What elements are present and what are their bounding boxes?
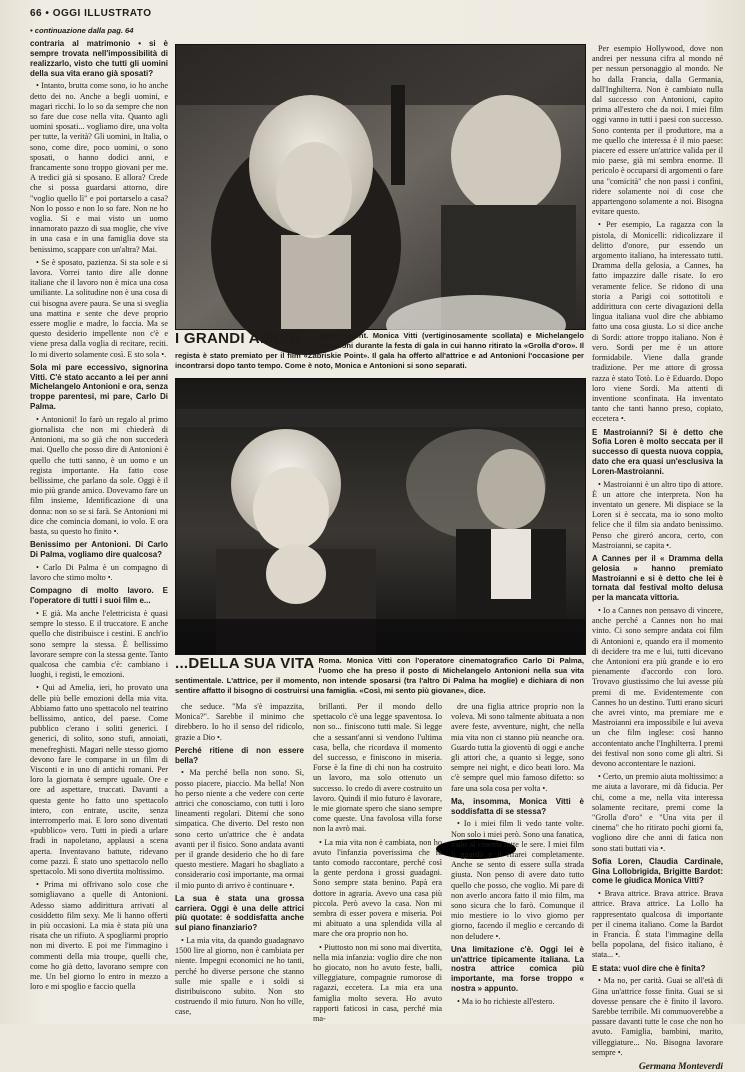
- answer: • Io a Cannes non pensavo di vincere, anche perché a Cannes non ho mai vinto. Ci sono sempre andata coi film di Antonioni e, quando era il momento di decidere tra me e lui, tutti dicevano che Antonioni era più grande e io ero pienamente d'accordo con loro. Trovavo giustissimo che lui avesse più premi di me. Evidentemente con Cannes ho un destino. Tutti erano sicuri che avrei vinto, ma premiare me e Mastroianni era impossibile e lui aveva un che film inglese: così hanno accontentato anche l'Inghilterra. I premi dei festival non sono come gli altri. Si devono accontentare le nazioni.: [592, 605, 723, 768]
- question: Sofia Loren, Claudia Cardinale, Gina Lollobrigida, Brigitte Bardot: come le giudica Monica Vitti?: [592, 856, 723, 886]
- magazine-title: OGGI ILLUSTRATO: [52, 8, 152, 19]
- page-header: [30, 8, 152, 19]
- answer: • Ma io ho richieste all'estero.: [457, 996, 555, 1006]
- answer: • La mia vita, da quando guadagnavo 1500 lire al giorno, non è cambiata per niente. Impegni economici ne ho tanti, perché ho diverse persone che stanno sulle mie spalle e i soldi si distribuiscono subito. Non sto costruendo il mio futuro. Non ho ville, case,: [175, 936, 304, 1017]
- question: Compagno di molto lavoro. E l'operatore di tutti i suoi film e...: [30, 586, 168, 606]
- headline-della-sua-vita: ...DELLA SUA VITA: [175, 655, 315, 672]
- author-signature: Germana Monteverdi: [638, 1062, 723, 1072]
- answer: • Se è sposato, pazienza. Si sta sole e si lavora. Vorrei tanto dire alle donne italiane che il lavoro non è mica una cosa umiliante. La solitudine non è una cosa di cui bisogna avere paura. Se una si sveglia una mattina e sente che deve proprio essere moglie e madre, lo faccia. Ma se questo desiderio impellente non c'è e viene presa dalla voglia di recitare, reciti. Io mi diverto solamente così. E sto sola •.: [30, 257, 168, 359]
- caption-block-1: [175, 331, 584, 373]
- question: E Mastroianni? Si è detto che Sofia Loren è molto seccata per il successo di questa nuova coppia, dato che era quasi un'esclusiva la Loren-Mastroianni.: [592, 427, 723, 476]
- answer: • Carlo Di Palma è un compagno di lavoro che stimo molto •.: [30, 562, 168, 583]
- article-column-5: [592, 44, 723, 1072]
- answer: • Mastroianni è un altro tipo di attore. È un attore che interpreta. Non ha inventato un genere. Mi dispiace se la Loren si è seccata, ma io sono molto felice che il film sia andato benissimo. Penso che gireró ancora, certo, con Mastroianni, se capita •.: [592, 479, 723, 550]
- question: Perché ritiene di non essere bella?: [175, 745, 304, 765]
- photo-caption: Roma. Monica Vitti con l'operatore cinematografico Carlo Di Palma, l'uomo che ha preso il posto di Michelangelo Antonioni nella sua vita sentimentale. L'attrice, per il momento, non intende sposarsi (tra l'altro Di Palma ha moglie) e dichiara di non sentire affatto il bisogno di costruirsi una famiglia. «Così, mi sento più giovane», dice.: [175, 656, 584, 695]
- photo-image: [176, 45, 585, 329]
- answer: • E già. Ma anche l'elettricista è quasi sempre lo stesso. E il truccatore. E anche quello che distribuisce i cestini. E anch'io sono sempre la stessa. È bellissimo lavorare sempre con la stessa gente. Tanto qualcosa che cambia c'è: cambiano i luoghi, i registi, le emozioni.: [30, 608, 168, 680]
- answer: dre una figlia attrice proprio non la voleva. Mi sono talmente abituata a non avere feste, avventure, night, che nella mia vita non ci stanno più neanche ora. Guardo tutta la gioventù di oggi e anche gli attori che, a quanto si legge, sono sempre nei night, e dico beati loro. Ma c'è sempre quel mio famoso difetto: so fare una sola cosa per volta •.: [451, 702, 584, 793]
- header-separator: •: [45, 8, 50, 19]
- answer: • Intanto, brutta come sono, io ho anche detto dei no. Anche a begli uomini, e magari ricchi. Io lo so da sempre che non so fare due cose nella vita. Quanto agli uomini sposati... vogliamo dire, una volta per tutte, la verità? Gli uomini, in Italia, o sono, come dire, poco uomini, o sono sposati, o hanno dodici anni, e francamente sono troppo giovani per me. A tredici già si sposano. E allora? Crede che si possa guardarsi attorno, dire "voglio quello lì" e poi portarselo a casa? Non lo posso e non lo so fare. Non ne ho voglia. Sì e mai visto un uomo innamorato pazzo di sua moglie, che vive in una casa e in una famiglia dove sta benissimo, scappare con un'altra? Mai.: [30, 81, 168, 254]
- answer: che seduce. "Ma s'è impazzita, Monica?". Sarebbe il minimo che direbbero. Io ho il senso del ridicolo, grazie a Dio •.: [175, 702, 304, 742]
- photo-caption: Saint-Vincent. Monica Vitti (vertiginosamente scollata) e Michelangelo Antonioni durante la festa di gala in cui hanno ritirato la «Grolla d'oro». Il regista è stato premiato per il film «Zabriskie Point». Il gala ha offerto all'attrice e ad Antonioni l'occasione per incontrarsi dopo tanto tempo. Come è noto, Monica e Antonioni si sono separati.: [175, 331, 584, 370]
- answer: • Brava attrice. Brava attrice. Brava attrice. Brava attrice. La Lollo ha rappresentato qualcosa di importante per il cinema italiano. Come la Bardot in Francia. È stata l'immagine della bella popolana, del fisico italiano, è stata... •.: [592, 889, 723, 960]
- article-column-3: [313, 702, 442, 1024]
- answer: brillanti. Per il mondo dello spettacolo c'è una legge spaventosa. Io non so... finiscono tutti male. Si legge che a sessant'anni si vendono l'ultima casa, bella, che ricordava il momento del successo, e finiscono in miseria. Forse è la fine di chi non ha costruito un lavoro, ma solo ottenuto un successo. Io credo di avere costruito un lavoro. Quindi il mio futuro è lavorare, le mie giornate spero che siano sempre come queste. Una favolosa villa forse non la avrò mai.: [313, 702, 442, 834]
- answer: • Piuttosto non mi sono mai divertita, nella mia infanzia: voglio dire che non ho giocato, non ho avuto feste, balli, villeggiature, compagnie rumorose di ragazzi, eccetera. La mia era una famiglia molto severa. Ho avuto rapporti faticosi in casa, perché mia ma-: [313, 942, 442, 1024]
- question: contraria al matrimonio • si è sempre trovata nell'impossibilità di realizzarlo, visto che tutti gli uomini della sua vita erano già sposati?: [30, 39, 168, 78]
- answer: • Ma perché bella non sono. Sì, posso piacere, piaccio. Ma bella! Non ho perso niente a che vedere con certe attrici che conosciamo, con tutti i loro lineamenti regolari. Ditemi che sono simpatica. Che diverto. Del resto non sono certo un'attrice che è andata avanti per il fisico. Sono andata avanti per il grande desiderio che ho di fare questo mestiere. Magari ho sbagliato a considerario così importante, ma ormai il mio punto di arrivo è continuare •.: [175, 768, 304, 890]
- caption-block-2: [175, 656, 584, 698]
- article-column-2: [175, 702, 304, 1017]
- question: Sola mi pare eccessivo, signorina Vitti. C'è stato accanto a lei per anni Michelangelo Antonioni e ora, senza troppe parentesi, mi pare, Carlo Di Palma.: [30, 362, 168, 412]
- page-number: 66: [30, 8, 43, 19]
- answer: • Qui ad Amelia, ieri, ho provato una delle più belle emozioni della mia vita. Abbiamo fatto uno spettacolo nel teatrino bellissimo, antico, del paese. Come pubblico c'erano i soliti generici. I generici, di solito, sono stufi, annoiati, menefreghisti. Magari nelle stesso giorno devono fare le comparse in un film di Visconti e in uno di antichi romani. Per loro la giornata è sempre uguale. Ore e ore ad aspettare, truccati. Davanti a questa gente ho fatto uno spettacolo intero, con entrate, uscite, senza interromperlo mai. E loro sono diventati «pubblico» vero. Tutti in piedi a urlare fradi in napoletano, applausi a scena aperta. Inventavano battute, ridevano come pazzi. È stato uno spettacolo nello spettacolo. Mi sono divertita moltissimo.: [30, 683, 168, 876]
- answer: • Io i miei film li vedo tante volte. Non solo i miei però. Sono una fanatica, vado al cinema tutte le sere. I miei film li guardo e li rifarei completamente. Anche se sento di essere sulla strada giusta. Non penso di avere dato tutto quello che posso, che voglio. Mi pare di non averlo ancora fatto il mio film, ma sono sicura che lo farò. Comunque il mio mestiere io lo vivo giorno per giorno, facendo il meglio e cercando di non deludere •.: [451, 819, 584, 941]
- headline-grandi-amori: I GRANDI AMORI...: [175, 330, 314, 347]
- article-column-1: [30, 24, 168, 1014]
- question: A Cannes per il « Dramma della gelosia » hanno premiato Mastroianni e si è detto che lei è tornata dal festival molto delusa per la mancata vittoria.: [592, 553, 723, 603]
- photo-image: [176, 379, 585, 654]
- question: Benissimo per Antonioni. Di Carlo Di Palma, vogliamo dire qualcosa?: [30, 540, 168, 560]
- question: Una limitazione c'è. Oggi lei è un'attrice tipicamente italiana. La nostra attrice comica più importante, ma forse troppo « nostra » appunto.: [451, 944, 584, 994]
- answer: • La mia vita non è cambiata, non ho avuto l'infanzia poverissima che fa tanto comodo raccontare, perché così la gente perdona i grossi guadagni. Sono sempre stata benino. Papà era dottore in agraria. Avevo una casa più piccola. Però avevo la casa. Non mi sembra di esser povera e miseria. Poi mi abituato a una splendida villa al mare che ora proprio non ho.: [313, 837, 442, 939]
- photo-vitti-di-palma: [175, 378, 586, 655]
- answer: • Ma no, per carità. Guai se all'età di Gina un'attrice fosse finita. Guai se si dovesse pensare che è finito il lavoro. Sarebbe terribile. Mi commuoverebbe a passare davanti tutte le cose che non ho avuto. Famiglia, bambini, marito, villeggiature... No. Bisogna lavorare sempre •.: [592, 976, 723, 1057]
- answer: • Per esempio, La ragazza con la pistola, di Monicelli: ridicolizzare il delitto d'onore, pur essendo un argomento italiano, ha interessato tutti. Dramma della gelosia, a Cannes, ha fatto impazzire dalle risate. Io ero veramente felice. Se ridono di una storia a Parigi coi sottotitoli e addirittura con certe divagazioni della lingua italiana vuol dire che abbiamo fatto una cosa giusta. Lo si dice anche di Sordi: attore troppo italiano. Non è vero. Sordi per me è un attore formidabile. Viene dalla grande tradizione. Per me attore di grossa razza è stato Totò. Lo è Eduardo. Dopo loro viene Sordi. Ma attenti di inventione sconfinata. Ha inventato tanto che tanti hanno preso, copiato, eccetera •.: [592, 220, 723, 424]
- continuation-note: • continuazione dalla pag. 64: [30, 26, 134, 35]
- article-column-4: [451, 702, 584, 1014]
- answer: • Certo, un premio aiuta moltissimo: a me aiuta a lavorare, mi dà fiducia. Per chi, come a me, nella vita interessa solamente recitare, premi come la "Grolla d'oro" e "Una vita per il cinema" che ho ritirato pochi giorni fa, vogliono dire che anni di fatica non sono stati buttati via •.: [592, 772, 723, 853]
- question: La sua è stata una grossa carriera. Oggi è una delle attrici più quotate: è soddisfatta anche sul piano finanziario?: [175, 893, 304, 933]
- question: Ma, insomma, Monica Vitti è soddisfatta di se stessa?: [451, 796, 584, 816]
- answer: • Prima mi offrivano solo cose che somigliavano a quelle di Antonioni. Adesso siamo addirittura arrivati al cosiddetto film sexy. Me li hanno offerti in più occasioni. La mia è stata più una risata che un rifiuto. A spogliarmi proprio non mi diverto. E poi me l'immagino i commenti della mia troupe, quelli che, come ho già detto, lavorano sempre con me. Un bel giorno lo entro in mezzo a loro e mi spoglio e faccio quella: [30, 880, 168, 992]
- answer: • Antonioni! Io farò un regalo al primo giornalista che non mi chiederà di Antonioni, ma so già che non succederà mai. Quello che posso dire di Antonioni è quello che tutti sanno, è un uomo e un regista importante. Ha fatto cose bellissime, che parlano da sole. Oggi è il mio più grande amico. Dovevamo fare un film insieme, Identificazione di una donna: non so se si farà. Se Antonioni mi dice che comincia domani, io volo. E ora basta, su questo ho finito •.: [30, 414, 168, 537]
- answer: Per esempio Hollywood, dove non andrei per nessuna cifra al mondo né per nessun personaggio al mondo. Ne ho dalla Francia, dalla Germania, dall'Inghilterra. Non è cambiato nulla dal successo con Antonioni, capito prima all'estero che da noi. I miei film oggi vanno in tutti i paesi con successo. Sono contenta per il produttore, ma a me quello che interessa è il mio paese: piacere ed essere un'attrice valida per il mio paese, già mi sembra enorme. Il pericolo è occuparsi di argomenti o fare una "comicità" che non passi i confini, ridere solamente noi di cose che appartengono solamente a noi. Bisogna evitare questo.: [592, 44, 723, 217]
- photo-vitti-antonioni: [175, 44, 586, 330]
- question: E stata: vuol dire che è finita?: [592, 963, 706, 973]
